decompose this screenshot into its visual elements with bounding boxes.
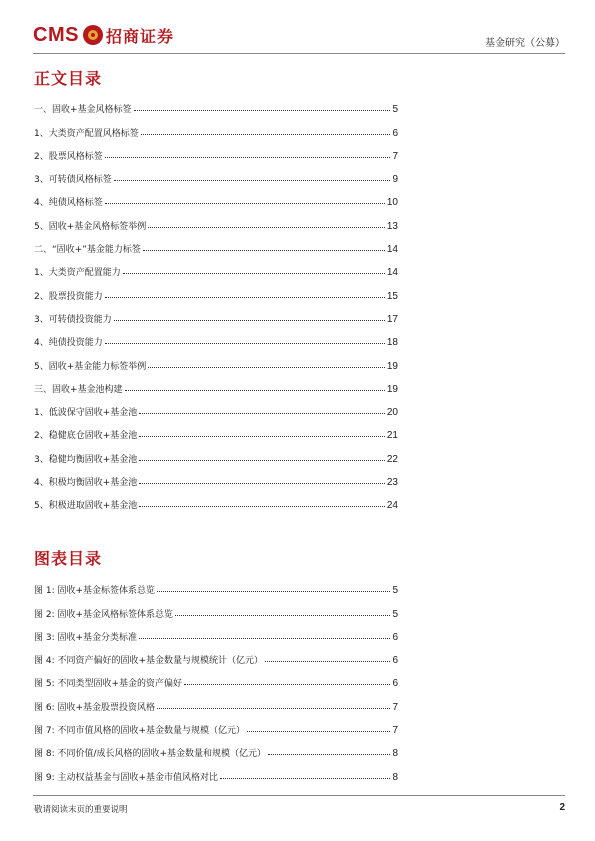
toc-entry-page: 10	[386, 197, 398, 209]
toc-leader-dots	[265, 660, 390, 662]
header-divider	[33, 53, 565, 54]
toc-entry[interactable]	[34, 759, 398, 782]
toc-entry-page: 5	[392, 585, 398, 597]
toc-entry-label: 3、稳健均衡固收+基金池	[34, 454, 138, 465]
toc-entry-label: 5、积极进取固收+基金池	[34, 501, 138, 512]
toc-entry[interactable]	[34, 162, 398, 185]
toc-leader-dots	[157, 707, 390, 709]
company-logo	[33, 21, 174, 49]
toc-leader-dots	[184, 683, 390, 685]
toc-entry-label: 2、稳健底仓固收+基金池	[34, 431, 138, 442]
toc-entry-page: 15	[386, 290, 398, 302]
toc-entry-label: 图 8: 不同价值/成长风格的固收+基金数量和规模（亿元）	[34, 749, 267, 760]
toc-leader-dots	[114, 319, 385, 321]
toc-leader-dots	[141, 133, 391, 135]
toc-entry-page: 19	[386, 360, 398, 372]
toc-leader-dots	[105, 296, 385, 298]
toc-entry[interactable]	[34, 689, 398, 712]
toc-entry[interactable]	[34, 441, 398, 464]
toc-entry-label: 4、纯债投资能力	[34, 338, 103, 349]
toc-entry-page: 23	[386, 477, 398, 489]
toc-entry-page: 5	[392, 608, 398, 620]
toc-entry[interactable]	[34, 348, 398, 371]
toc-entry-label: 图 2: 固收+基金风格标签体系总览	[34, 609, 174, 620]
footer-divider	[33, 795, 565, 796]
toc-entry[interactable]	[34, 573, 398, 596]
toc-entry-label: 图 6: 固收+基金股票投资风格	[34, 702, 156, 713]
toc-entry-label: 5、固收+基金能力标签举例	[34, 361, 147, 372]
toc-entry-label: 图 7: 不同市值风格的固收+基金数量与规模（亿元）	[34, 726, 246, 737]
toc-entry-page: 14	[386, 267, 398, 279]
toc-entry-label: 4、纯债风格标签	[34, 198, 103, 209]
toc-leader-dots	[175, 614, 390, 616]
toc-entry-page: 9	[392, 174, 398, 186]
toc-entry-page: 7	[392, 725, 398, 737]
toc-entry-page: 19	[386, 383, 398, 395]
toc-entry-label: 图 1: 固收+基金标签体系总览	[34, 586, 156, 597]
toc-leader-dots	[105, 156, 391, 158]
toc-entry[interactable]	[34, 185, 398, 208]
toc-leader-dots	[123, 272, 385, 274]
toc-entry[interactable]	[34, 278, 398, 301]
toc-figures-list	[34, 573, 398, 783]
toc-entry-label: 图 5: 不同类型固收+基金的资产偏好	[34, 679, 183, 690]
toc-entry-label: 图 4: 不同资产偏好的固收+基金数量与规模统计（亿元）	[34, 656, 264, 667]
toc-leader-dots	[105, 342, 385, 344]
toc-leader-dots	[139, 435, 385, 437]
toc-entry-label: 2、股票投资能力	[34, 291, 103, 302]
toc-leader-dots	[220, 777, 390, 779]
toc-entry-page: 6	[392, 631, 398, 643]
toc-leader-dots	[139, 482, 385, 484]
toc-entry[interactable]	[34, 372, 398, 395]
toc-entry-page: 14	[386, 244, 398, 256]
toc-leader-dots	[134, 109, 391, 111]
toc-entry-label: 一、固收+基金风格标签	[34, 105, 132, 116]
toc-entry[interactable]	[34, 255, 398, 278]
toc-entry-label: 图 3: 固收+基金分类标准	[34, 632, 138, 643]
toc-entry-label: 5、固收+基金风格标签举例	[34, 221, 147, 232]
toc-entry-page: 24	[386, 500, 398, 512]
toc-entry[interactable]	[34, 713, 398, 736]
toc-entry[interactable]	[34, 92, 398, 115]
toc-entry-page: 7	[392, 701, 398, 713]
toc-leader-dots	[139, 505, 385, 507]
report-type-label: 基金研究（公募）	[485, 38, 565, 49]
toc-leader-dots	[143, 249, 385, 251]
toc-entry-page: 6	[392, 678, 398, 690]
toc-main-list	[34, 92, 398, 511]
toc-entry-page: 22	[386, 453, 398, 465]
toc-entry-page: 8	[392, 748, 398, 760]
toc-entry[interactable]	[34, 620, 398, 643]
logo-emblem-icon	[83, 25, 103, 45]
toc-entry-page: 6	[392, 127, 398, 139]
toc-entry-label: 1、低波保守固收+基金池	[34, 408, 138, 419]
toc-entry-page: 20	[386, 407, 398, 419]
toc-entry-page: 8	[392, 771, 398, 783]
toc-entry-label: 三、固收+基金池构建	[34, 384, 123, 395]
logo-latin-text: CMS	[33, 23, 79, 46]
toc-entry[interactable]	[34, 395, 398, 418]
toc-entry[interactable]	[34, 418, 398, 441]
page-header	[33, 20, 565, 54]
toc-entry[interactable]	[34, 736, 398, 759]
toc-entry[interactable]	[34, 596, 398, 619]
toc-leader-dots	[247, 730, 390, 732]
toc-entry-page: 17	[386, 313, 398, 325]
toc-leader-dots	[148, 226, 385, 228]
toc-entry-label: 3、可转债投资能力	[34, 314, 112, 325]
toc-entry[interactable]	[34, 488, 398, 511]
toc-entry-page: 13	[386, 220, 398, 232]
toc-leader-dots	[157, 590, 390, 592]
toc-entry-label: 4、积极均衡固收+基金池	[34, 478, 138, 489]
toc-figures-title: 图表目录	[34, 549, 103, 568]
toc-entry-page: 5	[392, 104, 398, 116]
toc-leader-dots	[139, 412, 385, 414]
toc-entry[interactable]	[34, 325, 398, 348]
logo-chinese-text: 招商证券	[105, 26, 174, 46]
toc-entry[interactable]	[34, 139, 398, 162]
toc-leader-dots	[139, 637, 390, 639]
toc-leader-dots	[268, 753, 390, 755]
toc-entry-label: 1、大类资产配置风格标签	[34, 128, 139, 139]
toc-leader-dots	[114, 179, 391, 181]
toc-entry[interactable]	[34, 115, 398, 138]
toc-leader-dots	[105, 202, 385, 204]
toc-entry-label: 图 9: 主动权益基金与固收+基金市值风格对比	[34, 772, 219, 783]
toc-entry[interactable]	[34, 232, 398, 255]
toc-main-title: 正文目录	[34, 69, 103, 88]
toc-leader-dots	[125, 389, 385, 391]
toc-entry-label: 3、可转债风格标签	[34, 175, 112, 186]
footer-disclaimer: 敬请阅读末页的重要说明	[34, 805, 128, 815]
toc-entry[interactable]	[34, 465, 398, 488]
toc-entry[interactable]	[34, 302, 398, 325]
toc-leader-dots	[139, 459, 385, 461]
toc-entry-page: 18	[386, 337, 398, 349]
toc-entry-page: 21	[386, 430, 398, 442]
toc-entry[interactable]	[34, 643, 398, 666]
toc-entry-page: 6	[392, 655, 398, 667]
toc-entry-label: 2、股票风格标签	[34, 151, 103, 162]
toc-entry-label: 二、“固收+”基金能力标签	[34, 245, 141, 256]
page-number: 2	[559, 802, 565, 813]
toc-leader-dots	[148, 366, 385, 368]
toc-entry-page: 7	[392, 150, 398, 162]
toc-entry[interactable]	[34, 208, 398, 231]
toc-entry-label: 1、大类资产配置能力	[34, 268, 121, 279]
toc-entry[interactable]	[34, 666, 398, 689]
